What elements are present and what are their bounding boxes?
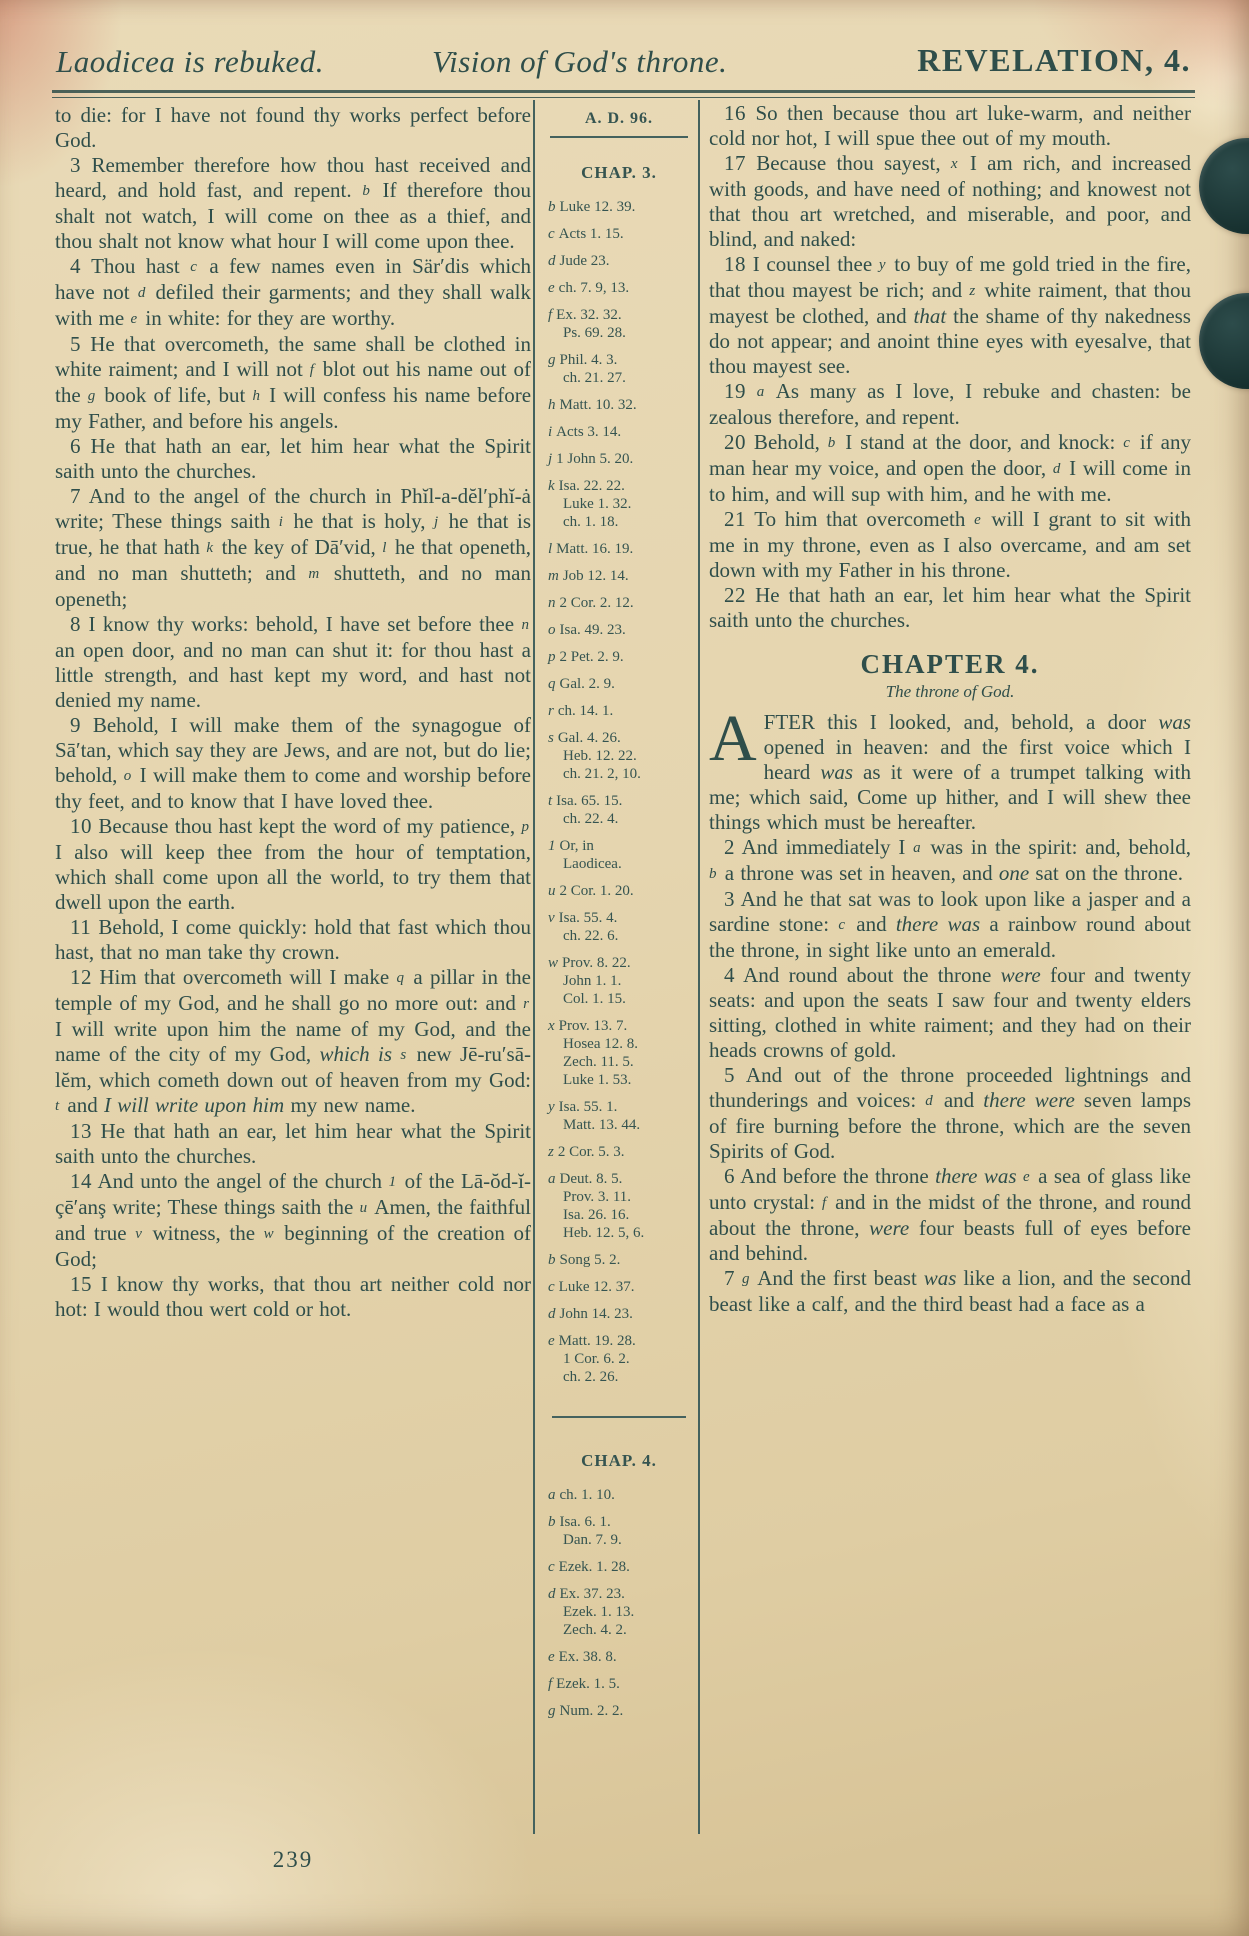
verse-paragraph: 22 He that hath an ear, let him hear what the Spirit saith unto the churches. [709,583,1191,632]
reference-marker: d [548,1586,556,1602]
verse-number: 11 [70,915,92,939]
chapter-heading: CHAPTER 4. [860,649,1040,679]
verse-paragraph: 11 Behold, I come quickly: hold that fast which thou hast, that no man take thy crown. [55,915,531,964]
verse-paragraph: 6 He that hath an ear, let him hear what the Spirit saith unto the churches. [55,434,531,483]
verse-paragraph: 20 Behold, b I stand at the door, and knock: c if any man hear my voice, and open the door, d I will come in to him, and will sup with him, and he with me. [709,430,1191,506]
cross-reference: g Num. 2. 2. [548,1703,624,1719]
verse-paragraph: AFTER this I looked, and, behold, a door was opened in heaven: and the first voice which I heard was as it were of a trumpet talking with me; which said, Come up hither, and I will shew thee things which must be hereafter. [709,702,1191,834]
reference-marker: q [548,676,556,692]
verse-number: 6 [70,434,81,458]
verse-number: 3 [70,153,81,177]
verse-number: 21 [724,507,746,531]
verse-number: 5 [70,332,81,356]
cross-reference: z 2 Cor. 5. 3. [548,1144,625,1160]
reference-marker: e [548,1333,555,1349]
header-rule [52,90,1195,98]
reference-column-list [548,164,690,1720]
verse-number: 7 [70,484,81,508]
verse-paragraph: 15 I know thy works, that thou art neither cold nor hot: I would thou wert cold or hot. [55,1272,531,1321]
verse-paragraph: 2 And immediately I a was in the spirit: and, behold, b a throne was set in heaven, and one sat on the throne. [709,835,1191,885]
cross-reference: k Isa. 22. 22. Luke 1. 32. ch. 1. 18. [548,478,632,530]
reference-marker: z [548,1144,554,1160]
cross-reference: o Isa. 49. 23. [548,622,626,638]
verse-paragraph: 13 He that hath an ear, let him hear what the Spirit saith unto the churches. [55,1119,531,1168]
cross-reference: m Job 12. 14. [548,568,629,584]
reference-marker: u [548,883,556,899]
reference-marker: f [548,307,553,323]
reference-marker: j [548,451,553,467]
reference-column [533,100,700,1834]
reference-marker: f [548,1676,553,1692]
reference-marker: x [548,1018,555,1034]
verse-paragraph: 7 And to the angel of the church in Phĭl-a-dĕl′phĭ-ȧ write; These things saith i he that is holy, j he that is true, he that hath k the key of Dā′vid, l he that openeth, and no man shutteth; and m shutteth, and no man openeth; [55,484,531,611]
chapter-ref-label: CHAP. 3. [581,163,657,182]
reference-marker: p [548,649,556,665]
cross-reference: j 1 John 5. 20. [548,451,634,467]
verse-paragraph: 14 And unto the angel of the church 1 of the Lā-ŏd-ĭ-çē′anş write; These things saith the u Amen, the faithful and true v witness, the w beginning of the creation of God; [55,1169,531,1271]
right-text-column [709,101,1191,1317]
cross-reference: c Luke 12. 37. [548,1279,635,1295]
verse-number: 16 [724,101,746,125]
verse-number: 19 [724,379,746,403]
verse-paragraph: to die: for I have not found thy works perfect before God. [55,103,531,152]
verse-number: 14 [70,1169,92,1193]
thumb-index-tab [1199,138,1249,234]
reference-marker: a [548,1487,556,1503]
reference-marker: k [548,478,555,494]
cross-reference: p 2 Pet. 2. 9. [548,649,624,665]
verse-number: 3 [724,887,735,911]
verse-number: 4 [724,963,735,987]
cross-reference: e Ex. 38. 8. [548,1649,617,1665]
verse-number: 8 [70,612,81,636]
verse-paragraph: 8 I know thy works: behold, I have set before thee n an open door, and no man can shut it: for thou hast a little strength, and hast kept my word, and hast not denied my name. [55,612,531,712]
verse-paragraph: 17 Because thou sayest, x I am rich, and increased with goods, and have need of nothing; and knowest not that thou art wretched, and miserable, and poor, and blind, and naked: [709,151,1191,251]
reference-marker: d [548,253,556,269]
cross-reference: v Isa. 55. 4. ch. 22. 6. [548,910,619,944]
reference-marker: m [548,568,559,584]
verse-paragraph: 21 To him that overcometh e will I grant to sit with me in my throne, even as I also overcame, and am set down with my Father in his throne. [709,507,1192,582]
cross-reference: n 2 Cor. 2. 12. [548,595,634,611]
cross-reference: w Prov. 8. 22. John 1. 1. Col. 1. 15. [548,955,631,1007]
cross-reference: y Isa. 55. 1. Matt. 13. 44. [548,1099,641,1133]
verse-number: 15 [70,1272,92,1296]
cross-reference: b Luke 12. 39. [548,199,636,215]
verse-paragraph: 9 Behold, I will make them of the synagogue of Sā′tan, which say they are Jews, and are not, but do lie; behold, o I will make them to come and worship before thy feet, and to know that I have loved thee. [55,713,531,813]
reference-marker: s [548,730,554,746]
verse-number: 18 [724,252,746,276]
cross-reference: a ch. 1. 10. [548,1487,615,1503]
reference-marker: e [548,1649,555,1665]
verse-paragraph: 18 I counsel thee y to buy of me gold tried in the fire, that thou mayest be rich; and z white raiment, that thou mayest be clothed, and that the shame of thy nakedness do not appear; and anoint thine eyes with eyesalve, that thou mayest see. [709,252,1192,378]
verse-number: 6 [724,1164,735,1188]
cross-reference: e ch. 7. 9, 13. [548,280,630,296]
cross-reference: 1 Or, in Laodicea. [548,838,622,872]
verse-paragraph: 4 And round about the throne were four and twenty seats: and upon the seats I saw four and twenty elders sitting, clothed in white raiment; and they had on their heads crowns of gold. [709,963,1191,1062]
reference-marker: b [548,1514,556,1530]
left-text-column [55,103,531,1322]
reference-marker: l [548,541,553,557]
verse-number: 2 [724,835,735,859]
running-head-left: Laodicea is rebuked. [56,44,324,79]
cross-reference: i Acts 3. 14. [548,424,622,440]
verse-number: 20 [724,430,746,454]
cross-reference: q Gal. 2. 9. [548,676,615,692]
verse-paragraph: 16 So then because thou art luke-warm, and neither cold nor hot, I will spue thee out of my mouth. [709,101,1191,150]
cross-reference: s Gal. 4. 26. Heb. 12. 22. ch. 21. 2, 10. [548,730,641,782]
cross-reference: f Ezek. 1. 5. [548,1676,620,1692]
reference-marker: v [548,910,555,926]
reference-marker: w [548,955,559,971]
thumb-index-tab [1199,293,1249,389]
verse-number: 7 [724,1266,735,1290]
chapter-subtitle: The throne of God. [885,682,1015,701]
verse-number: 4 [70,254,81,278]
verse-paragraph: 3 Remember therefore how thou hast received and heard, and hold fast, and repent. b If therefore thou shalt not watch, I will come on thee as a thief, and thou shalt not know what hour I will come upon thee. [55,153,531,253]
cross-reference: l Matt. 16. 19. [548,541,634,557]
verse-number: 10 [70,814,92,838]
cross-reference: d Ex. 37. 23. Ezek. 1. 13. Zech. 4. 2. [548,1586,635,1638]
verse-number: 13 [70,1119,92,1143]
cross-reference: x Prov. 13. 7. Hosea 12. 8. Zech. 11. 5. Luke 1. 53. [548,1018,638,1088]
verse-paragraph: 19 a As many as I love, I rebuke and chasten: be zealous therefore, and repent. [709,379,1191,429]
reference-marker: y [548,1099,555,1115]
cross-reference: u 2 Cor. 1. 20. [548,883,634,899]
verse-paragraph: 10 Because thou hast kept the word of my patience, p I also will keep thee from the hour of temptation, which shall come upon all the world, to try them that dwell upon the earth. [55,814,531,914]
verse-paragraph: 5 He that overcometh, the same shall be clothed in white raiment; and I will not f blot out his name out of the g book of life, but h I will confess his name before my Father, and before his angels. [55,332,532,433]
verse-number: 5 [724,1063,735,1087]
reference-marker: b [548,1252,556,1268]
reference-marker: c [548,226,555,242]
reference-marker: g [548,352,556,368]
reference-marker: a [548,1171,556,1187]
reference-marker: c [548,1279,555,1295]
cross-reference: d Jude 23. [548,253,610,269]
reference-divider [552,1416,686,1418]
reference-marker: t [548,793,553,809]
reference-marker: n [548,595,556,611]
cross-reference: a Deut. 8. 5. Prov. 3. 11. Isa. 26. 16. Heb. 12. 5, 6. [548,1171,645,1241]
verse-paragraph: 3 And he that sat was to look upon like a jasper and a sardine stone: c and there was a rainbow round about the throne, in sight like unto an emerald. [709,887,1191,962]
verse-number: 22 [724,583,746,607]
reference-marker: d [548,1306,556,1322]
cross-reference: f Ex. 32. 32. Ps. 69. 28. [548,307,626,341]
verse-number: 9 [70,713,81,737]
cross-reference: b Song 5. 2. [548,1252,621,1268]
verse-number: 12 [70,965,92,989]
reference-marker: i [548,424,553,440]
running-head-book-title: REVELATION, 4. [917,42,1191,78]
verse-paragraph: 4 Thou hast c a few names even in Sär′dis which have not d defiled their garments; and they shall walk with me e in white: for they are worthy. [55,254,531,330]
cross-reference: b Isa. 6. 1. Dan. 7. 9. [548,1514,622,1548]
date-annotation: A. D. 96. [550,110,688,138]
reference-marker: r [548,703,554,719]
verse-number: 17 [724,151,746,175]
page-number: 239 [272,1847,314,1872]
reference-marker: h [548,397,556,413]
cross-reference: d John 14. 23. [548,1306,633,1322]
cross-reference: t Isa. 65. 15. ch. 22. 4. [548,793,623,827]
drop-cap: A [709,702,757,775]
reference-marker: e [548,280,555,296]
chapter-ref-label: CHAP. 4. [581,1451,657,1470]
reference-marker: c [548,1559,555,1575]
cross-reference: c Acts 1. 15. [548,226,624,242]
cross-reference: e Matt. 19. 28. 1 Cor. 6. 2. ch. 2. 26. [548,1333,636,1385]
verse-paragraph: 6 And before the throne there was e a sea of glass like unto crystal: f and in the midst of the throne, and round about the throne, were four beasts full of eyes before and behind. [709,1164,1191,1265]
verse-paragraph: 5 And out of the throne proceeded lightnings and thunderings and voices: d and there were seven lamps of fire burning before the throne, which are the seven Spirits of God. [709,1063,1191,1163]
cross-reference: g Phil. 4. 3. ch. 21. 27. [548,352,626,386]
cross-reference: r ch. 14. 1. [548,703,614,719]
cross-reference: h Matt. 10. 32. [548,397,637,413]
reference-marker: g [548,1703,556,1719]
cross-reference: c Ezek. 1. 28. [548,1559,630,1575]
reference-marker: b [548,199,556,215]
reference-marker: 1 [548,838,556,854]
reference-marker: o [548,622,556,638]
running-head-center: Vision of God's throne. [432,44,728,79]
verse-paragraph: 12 Him that overcometh will I make q a pillar in the temple of my God, and he shall go no more out: and r I will write upon him the name of my God, and the name of the city of my God, which is s new Jē-ru′sā-lĕm, which cometh down out of heaven from my God: t and I will write upon him my new name. [55,965,532,1117]
verse-paragraph: 7 g And the first beast was like a lion, and the second beast like a calf, and the third beast had a face as a [709,1266,1191,1316]
